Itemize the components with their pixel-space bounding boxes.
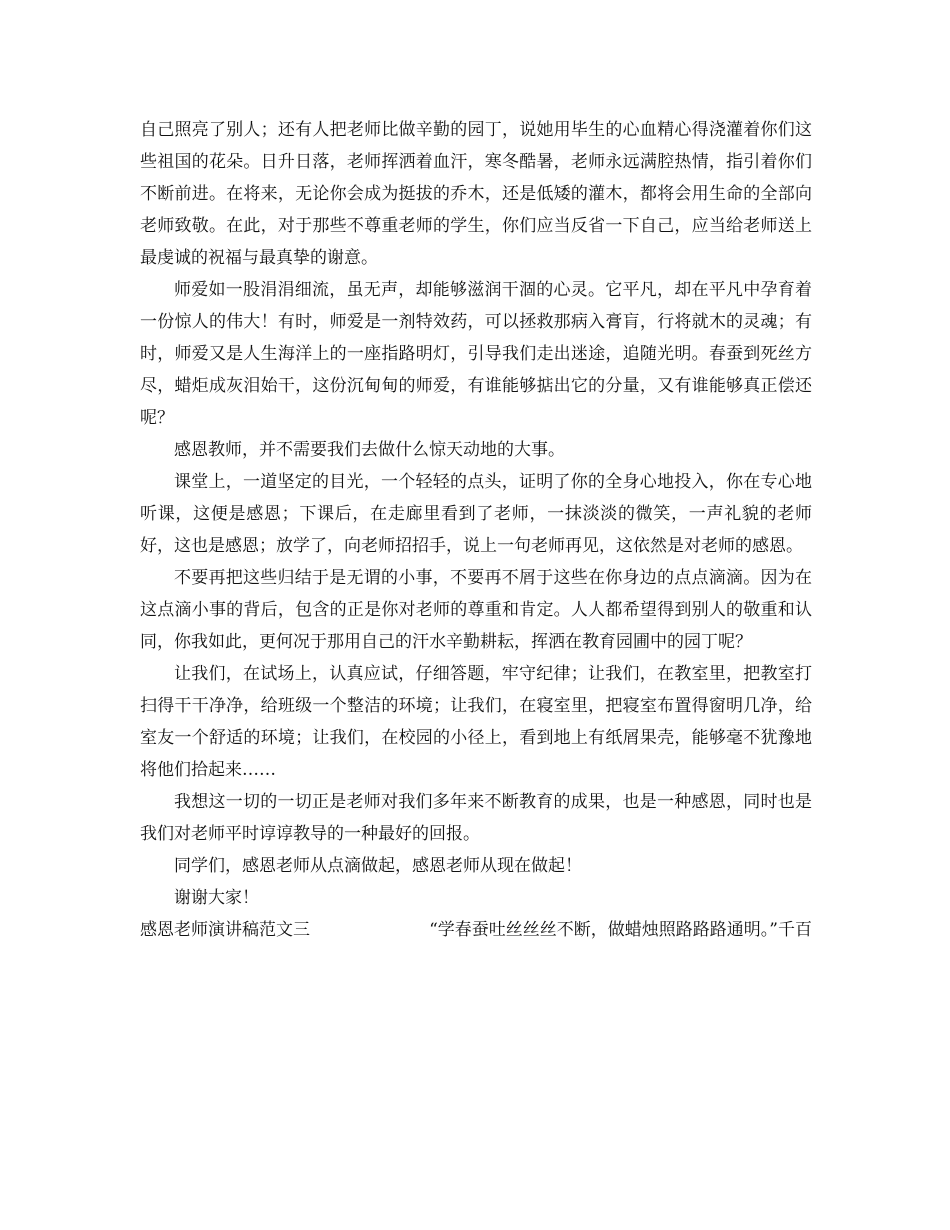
paragraph-5: 不要再把这些归结于是无谓的小事，不要再不屑于这些在你身边的点点滴滴。因为在这点滴小事的背后，包含的正是你对老师的尊重和肯定。人人都希望得到别人的敬重和认同，你我如此，更何况于那用自己的汗水辛勤耕耘，挥洒在教育园圃中的园丁呢？ <box>140 568 812 652</box>
paragraph-4: 课堂上，一道坚定的目光，一个轻轻的点头，证明了你的全身心地投入，你在专心地听课，这便是感恩；下课后，在走廊里看到了老师，一抹淡淡的微笑，一声礼貌的老师好，这也是感恩；放学了，向老师招招手，说上一句老师再见，这依然是对老师的感恩。 <box>140 472 812 556</box>
paragraph-7: 我想这一切的一切正是老师对我们多年来不断教育的成果，也是一种感恩，同时也是我们对老师平时谆谆教导的一种最好的回报。 <box>140 792 812 844</box>
paragraph-9: 谢谢大家！ <box>174 888 259 908</box>
paragraph-8: 同学们，感恩老师从点滴做起，感恩老师从现在做起！ <box>174 856 582 876</box>
document-body <box>140 114 812 946</box>
paragraph-3: 感恩教师，并不需要我们去做什么惊天动地的大事。 <box>174 440 565 460</box>
section-heading-line <box>140 914 812 946</box>
section-heading: 感恩老师演讲稿范文三 <box>140 920 310 940</box>
paragraph-1: 自己照亮了别人；还有人把老师比做辛勤的园丁，说她用毕生的心血精心得浇灌着你们这些祖国的花朵。日升日落，老师挥洒着血汗，寒冬酷暑，老师永远满腔热情，指引着你们不断前进。在将来，无论你会成为挺拔的乔木，还是低矮的灌木，都将会用生命的全部向老师致敬。在此，对于那些不尊重老师的学生，你们应当反省一下自己，应当给老师送上最虔诚的祝福与最真挚的谢意。 <box>140 120 812 268</box>
section-opening-quote: “学春蚕吐丝丝丝不断，做蜡烛照路路路通明。”千百 <box>429 920 812 940</box>
paragraph-2: 师爱如一股涓涓细流，虽无声，却能够滋润干涸的心灵。它平凡，却在平凡中孕育着一份惊人的伟大！有时，师爱是一剂特效药，可以拯救那病入膏肓，行将就木的灵魂；有时，师爱又是人生海洋上的一座指路明灯，引导我们走出迷途，追随光明。春蚕到死丝方尽，蜡炬成灰泪始干，这份沉甸甸的师爱，有谁能够掂出它的分量，又有谁能够真正偿还呢？ <box>140 280 812 428</box>
paragraph-6: 让我们，在试场上，认真应试，仔细答题，牢守纪律；让我们，在教室里，把教室打扫得干干净净，给班级一个整洁的环境；让我们，在寝室里，把寝室布置得窗明几净，给室友一个舒适的环境；让我们，在校园的小径上，看到地上有纸屑果壳，能够毫不犹豫地将他们拾起来…… <box>140 664 812 780</box>
